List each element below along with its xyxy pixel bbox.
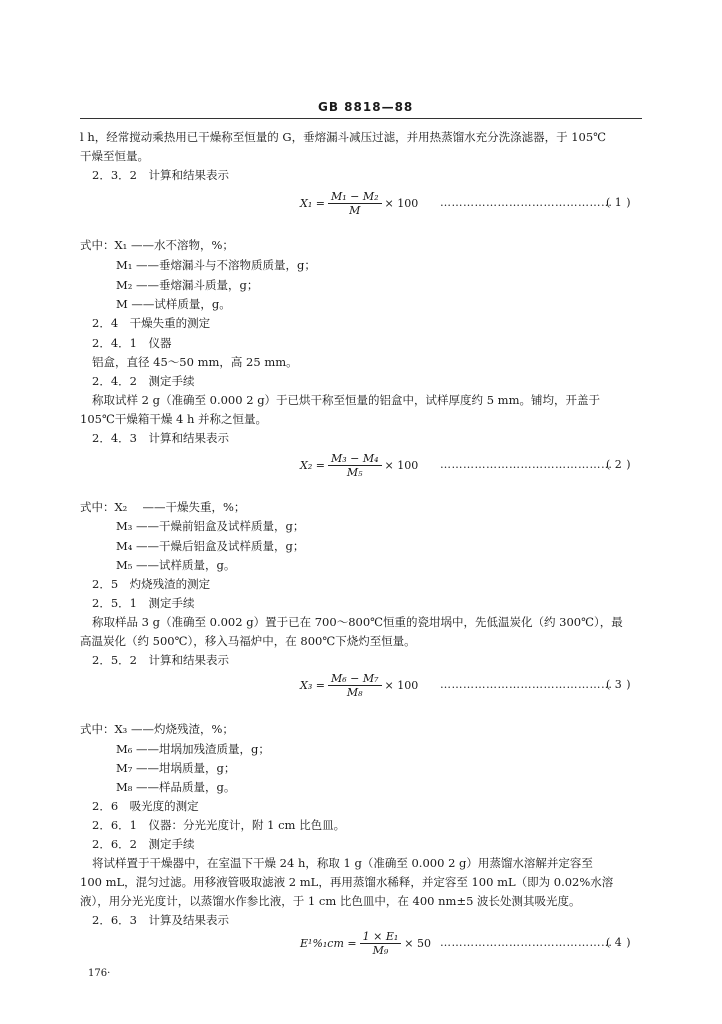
- text-line-p262a: 将试样置于干燥器中，在室温下干燥 24 h，称取 1 g（准确至 0.000 2 g）用蒸馏水溶解并定容至: [92, 856, 593, 870]
- formula-rhs: × 100: [384, 679, 419, 692]
- formula-fraction: [328, 672, 382, 699]
- text-line-p251b: 高温炭化（约 500℃），移入马福炉中，在 800℃下烧灼至恒量。: [80, 634, 416, 648]
- text-line-s251: 2．5．1 测定手续: [92, 596, 195, 610]
- text-line-w2: 式中：X₂ ——干燥失重，%；: [80, 500, 246, 514]
- text-line-s24: 2．4 干燥失重的测定: [92, 316, 211, 330]
- formula-numerator: 1 × E₁: [360, 930, 402, 944]
- text-line-w1c: M₂ ——垂熔漏斗质量，g；: [116, 278, 259, 292]
- formula-denominator: M₉: [372, 944, 389, 957]
- formula-numerator: M₆ − M₇: [328, 672, 382, 686]
- text-line-w1: 式中：X₁ ——水不溶物，%；: [80, 238, 234, 252]
- page-number: 176·: [88, 968, 111, 979]
- header-rule: [80, 118, 642, 119]
- formula-rhs: × 50: [404, 937, 431, 950]
- formula-number: ( 3 ): [606, 678, 632, 691]
- formula-f4: [300, 930, 431, 957]
- formula-denominator: M₈: [346, 686, 363, 699]
- text-line-p1a: l h，经常搅动乘热用已干燥称至恒量的 G，垂熔漏斗减压过滤，并用热蒸馏水充分洗涤滤器，于 105℃: [80, 130, 607, 144]
- text-line-p262b: 100 mL，混匀过滤。用移液管吸取滤液 2 mL，再用蒸馏水稀释，并定容至 100 mL（即为 0.02%水溶: [80, 875, 614, 889]
- formula-fraction: [328, 452, 382, 479]
- text-line-w1d: M ——试样质量，g。: [116, 297, 231, 311]
- text-line-w2c: M₄ ——干燥后铝盒及试样质量，g；: [116, 539, 305, 553]
- formula-denominator: M: [349, 204, 361, 217]
- text-line-p242a: 称取试样 2 g（准确至 0.000 2 g）于已烘干称至恒量的铝盒中，试样厚度约 5 mm。铺均，开盖于: [92, 393, 600, 407]
- text-line-s242: 2．4．2 测定手续: [92, 374, 195, 388]
- text-line-s26: 2．6 吸光度的测定: [92, 799, 199, 813]
- formula-f1: [300, 190, 418, 217]
- formula-fraction: [360, 930, 402, 957]
- formula-number: ( 1 ): [606, 196, 632, 209]
- formula-f3: [300, 672, 418, 699]
- text-line-s262: 2．6．2 测定手续: [92, 837, 195, 851]
- formula-lhs: X₃ =: [300, 679, 325, 692]
- text-line-s263: 2．6．3 计算及结果表示: [92, 913, 229, 927]
- text-line-p251a: 称取样品 3 g（准确至 0.002 g）置于已在 700～800℃恒重的瓷坩埚中，先低温炭化（约 300℃），最: [92, 615, 623, 629]
- text-line-w3: 式中：X₃ ——灼烧残渣，%；: [80, 722, 234, 736]
- text-line-s241: 2．4．1 仪器: [92, 336, 172, 350]
- formula-rhs: × 100: [384, 197, 419, 210]
- formula-number: ( 2 ): [606, 458, 632, 471]
- formula-denominator: M₅: [346, 466, 363, 479]
- formula-numerator: M₃ − M₄: [328, 452, 382, 466]
- formula-leader-dots: ………………………………………: [440, 196, 613, 209]
- formula-leader-dots: ………………………………………: [440, 458, 613, 471]
- text-line-p1b: 干燥至恒量。: [80, 149, 149, 163]
- page-header-title: GB 8818—88: [318, 100, 414, 114]
- formula-rhs: × 100: [384, 459, 419, 472]
- formula-number: ( 4 ): [606, 936, 632, 949]
- text-line-w2b: M₃ ——干燥前铝盒及试样质量，g；: [116, 519, 305, 533]
- formula-leader-dots: ………………………………………: [440, 936, 613, 949]
- text-line-s25: 2．5 灼烧残渣的测定: [92, 577, 211, 591]
- text-line-w3d: M₈ ——样品质量，g。: [116, 780, 236, 794]
- formula-leader-dots: ………………………………………: [440, 678, 613, 691]
- text-line-w1b: M₁ ——垂熔漏斗与不溶物质质量，g；: [116, 258, 316, 272]
- text-line-s252: 2．5．2 计算和结果表示: [92, 653, 229, 667]
- formula-lhs: E¹%₁cm =: [300, 937, 357, 950]
- formula-numerator: M₁ − M₂: [328, 190, 382, 204]
- text-line-p262c: 液），用分光光度计，以蒸馏水作参比液，于 1 cm 比色皿中，在 400 nm±5 波长处测其吸光度。: [80, 894, 581, 908]
- text-line-s243: 2．4．3 计算和结果表示: [92, 431, 229, 445]
- text-line-w3c: M₇ ——坩埚质量，g；: [116, 761, 236, 775]
- formula-fraction: [328, 190, 382, 217]
- text-line-p241: 铝盒，直径 45～50 mm，高 25 mm。: [92, 355, 298, 369]
- text-line-p242b: 105℃干燥箱干燥 4 h 并称之恒量。: [80, 412, 268, 426]
- text-line-w2d: M₅ ——试样质量，g。: [116, 558, 236, 572]
- formula-lhs: X₂ =: [300, 459, 325, 472]
- formula-f2: [300, 452, 418, 479]
- text-line-w3b: M₆ ——坩埚加残渣质量，g；: [116, 742, 270, 756]
- text-line-s261: 2．6．1 仪器：分光光度计，附 1 cm 比色皿。: [92, 818, 346, 832]
- text-line-s232: 2．3．2 计算和结果表示: [92, 168, 229, 182]
- formula-lhs: X₁ =: [300, 197, 325, 210]
